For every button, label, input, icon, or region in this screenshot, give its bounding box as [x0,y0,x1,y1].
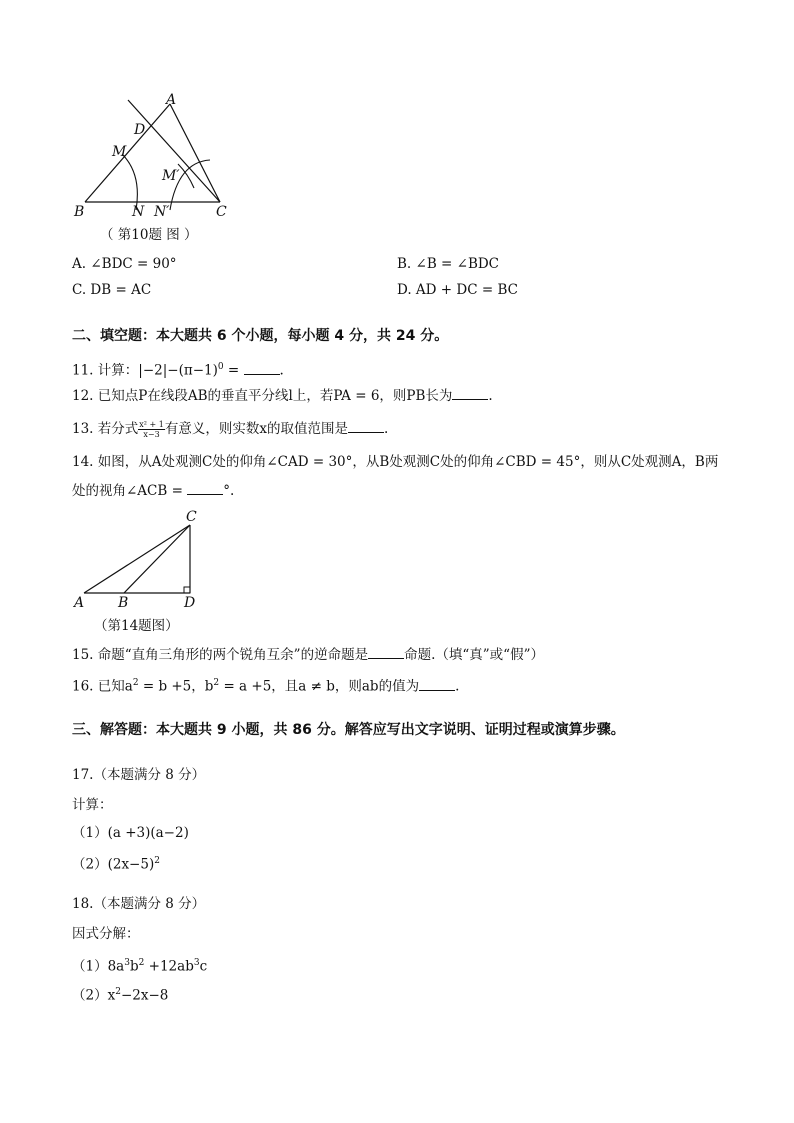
q11-prefix: 11. 计算： [72,362,139,379]
q18-part1 [72,954,207,976]
q13-numerator: x² + 1 [139,420,164,429]
q16-mid1: = b +5，b [138,678,214,695]
q16-blank [419,678,455,691]
label-n-prime: N′ [154,204,170,220]
q11-sup: 0 [217,362,224,372]
question-14-line1: 14. 如图，从A处观测C处的仰角∠CAD = 30°，从B处观测C处的仰角∠CBD = 45°，则从C处观测A，B两 [72,454,719,470]
q12-blank [452,387,488,400]
q10-option-b: B. ∠B = ∠BDC [397,256,500,272]
q15-prefix: 15. 命题“直角三角形的两个锐角互余”的逆命题是 [72,647,369,663]
label-d: D [134,122,146,138]
label-a: A [166,92,177,108]
q10-option-d: D. AD + DC = BC [397,282,518,298]
label-b: B [74,204,85,220]
q18-p1s2: 2 [138,958,145,968]
q14-end: °. [223,483,235,499]
label-d: D [184,595,196,611]
q11-blank [244,362,280,375]
question-13 [72,420,388,439]
q18-p2b: −2x−8 [120,987,169,1004]
q18-p1c: +12ab [144,958,194,975]
q17-instr: 计算： [72,797,113,813]
question-11 [72,358,284,380]
q18-p1b: b [129,958,139,975]
label-c: C [186,509,197,525]
q11-expr: |−2|−(π−1) [138,362,218,379]
fig10-caption: （ 第10题 图 ） [100,227,198,243]
q16-sup2: 2 [213,678,220,688]
q18-p2s: 2 [115,987,121,997]
question-16 [72,674,459,696]
q13-end: . [384,421,389,437]
q16-mid2: = a +5，且a ≠ b，则ab的值为 [219,678,420,695]
q10-option-a: A. ∠BDC = 90° [72,256,177,272]
q11-end: . [279,362,284,379]
label-m-prime: M′ [162,168,180,184]
q13-denominator: x−3 [143,430,160,439]
label-b: B [118,595,129,611]
q15-blank [368,646,404,659]
figure-10 [70,92,250,227]
q18-p1a: （1）8a [72,958,125,975]
q17-part2-text: （2）(2x−5) [72,856,155,873]
segment-bc [124,525,190,593]
q17-part1: （1）(a +3)(a−2) [72,825,189,841]
q11-eq: = [223,362,244,379]
q10-option-c: C. DB = AC [72,282,152,298]
line-cd [128,100,220,202]
side-ac [170,104,220,202]
q18-p1s3: 3 [193,958,200,968]
q18-p1s1: 3 [124,958,130,968]
right-angle-mark [184,587,190,593]
section-2-title: 二、填空题：本大题共 6 个小题，每小题 4 分，共 24 分。 [72,328,449,344]
segment-ac [84,525,190,593]
q15-suffix: 命题.（填“真”或“假”） [404,647,544,663]
fig14-caption: （第14题图） [94,618,179,634]
q17-part2-sup: 2 [154,856,160,866]
label-m: M [112,144,127,160]
q18-p2a: （2）x [72,987,116,1004]
label-c: C [216,204,227,220]
question-12 [72,387,493,405]
q18-part2 [72,983,168,1005]
q18-p1d: c [199,958,208,975]
q13-prefix: 13. 若分式 [72,421,139,437]
q13-blank [348,420,384,433]
q17-part2 [72,852,160,874]
q13-fraction [138,420,165,439]
q16-prefix: 16. 已知a [72,678,133,695]
q16-end: . [455,678,460,695]
q14-blank [187,482,223,495]
q12-text: 12. 已知点P在线段AB的垂直平分线l上，若PA = 6，则PB长为 [72,388,453,404]
side-ab [85,104,170,202]
q18-head: 18.（本题满分 8 分） [72,896,206,912]
q17-head: 17.（本题满分 8 分） [72,767,206,783]
q18-instr: 因式分解： [72,926,140,942]
arc-small [178,164,194,188]
q14-line2-text: 处的视角∠ACB = [72,483,188,499]
section-3-title: 三、解答题：本大题共 9 小题，共 86 分。解答应写出文字说明、证明过程或演算步骤。 [72,722,625,738]
q16-sup1: 2 [132,678,139,688]
label-a: A [74,595,85,611]
question-15 [72,646,544,664]
q12-end: . [488,388,493,404]
question-14-line2 [72,482,234,500]
q13-suffix: 有意义，则实数x的取值范围是 [164,421,348,437]
figure-14 [70,505,210,611]
label-n: N [132,204,145,220]
